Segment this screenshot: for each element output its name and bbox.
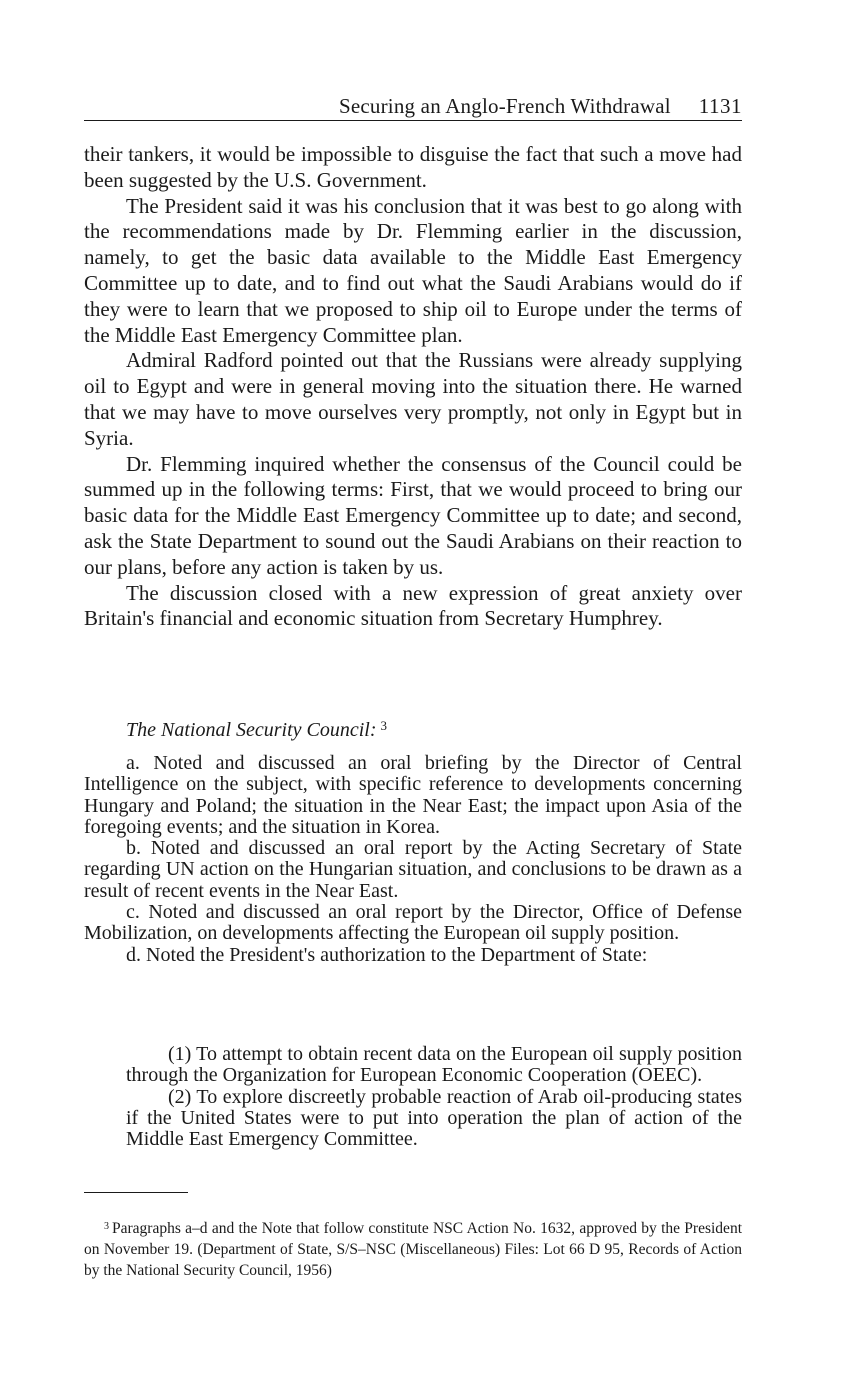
running-head bbox=[84, 92, 742, 121]
action-item-b: b. Noted and discussed an oral report by the Acting Secretary of State regarding UN action on the Hungarian situation, and conclusions to be drawn as a result of recent events in the Near East. bbox=[84, 837, 742, 902]
action-item-c: c. Noted and discussed an oral report by the Director, Office of Defense Mobilization, on developments affecting the European oil supply position. bbox=[84, 901, 742, 945]
paragraph-president: The President said it was his conclusion that it was best to go along with the recommendations made by Dr. Flemming earlier in the discussion, namely, to get the basic data available to the Middle East Emergency Committee up to date, and to find out what the Saudi Arabians would do if they were to learn that we proposed to ship oil to Europe under the terms of the Middle East Emergency Committee plan. bbox=[84, 193, 742, 347]
footnote-marker: 3 bbox=[104, 1220, 109, 1232]
paragraph-continuation: their tankers, it would be impossible to disguise the fact that such a move had been suggested by the U.S. Government. bbox=[84, 142, 742, 192]
footnote bbox=[84, 1218, 742, 1282]
council-heading bbox=[126, 717, 387, 743]
paragraph-closing: The discussion closed with a new expression of great anxiety over Britain's financial and economic situation from Secretary Humphrey. bbox=[84, 580, 742, 631]
page-number: 1131 bbox=[698, 94, 742, 118]
council-heading-text: The National Security Council: bbox=[126, 719, 377, 741]
council-actions bbox=[84, 753, 742, 966]
action-item-d: d. Noted the President's authorization to the Department of State: bbox=[126, 943, 648, 966]
subitem-1: (1) To attempt to obtain recent data on the European oil supply position through the Organization for European Economic Cooperation (OEEC). bbox=[126, 1043, 742, 1087]
running-head-title: Securing an Anglo-French Withdrawal bbox=[338, 94, 671, 118]
paragraph-radford: Admiral Radford pointed out that the Russians were already supplying oil to Egypt and were in general moving into the situation there. He warned that we may have to move ourselves very promptly, not only in Egypt but in Syria. bbox=[84, 348, 742, 450]
footnote-reference[interactable]: 3 bbox=[380, 718, 388, 733]
footnote-divider bbox=[84, 1192, 188, 1193]
authorization-subitems bbox=[126, 1044, 742, 1150]
paragraph-flemming: Dr. Flemming inquired whether the consensus of the Council could be summed up in the following terms: First, that we would proceed to bring our basic data for the Middle East Emergency Committee up to date; and second, ask the State Department to sound out the Saudi Arabians on their reaction to our plans, before any action is taken by us. bbox=[84, 451, 742, 579]
body-text bbox=[84, 142, 742, 632]
footnote-text: Paragraphs a–d and the Note that follow constitute NSC Action No. 1632, approved by the President on November 19. (Department of State, S/S–NSC (Miscellaneous) Files: Lot 66 D 95, Records of Action by the National Security Council, 1956) bbox=[84, 1219, 742, 1280]
subitem-2: (2) To explore discreetly probable reaction of Arab oil-producing states if the United States were to put into operation the plan of action of the Middle East Emergency Committee. bbox=[126, 1085, 742, 1151]
action-item-a: a. Noted and discussed an oral briefing by the Director of Central Intelligence on the subject, with specific reference to developments concerning Hungary and Poland; the situation in the Near East; the impact upon Asia of the foregoing events; and the situation in Korea. bbox=[84, 752, 742, 838]
